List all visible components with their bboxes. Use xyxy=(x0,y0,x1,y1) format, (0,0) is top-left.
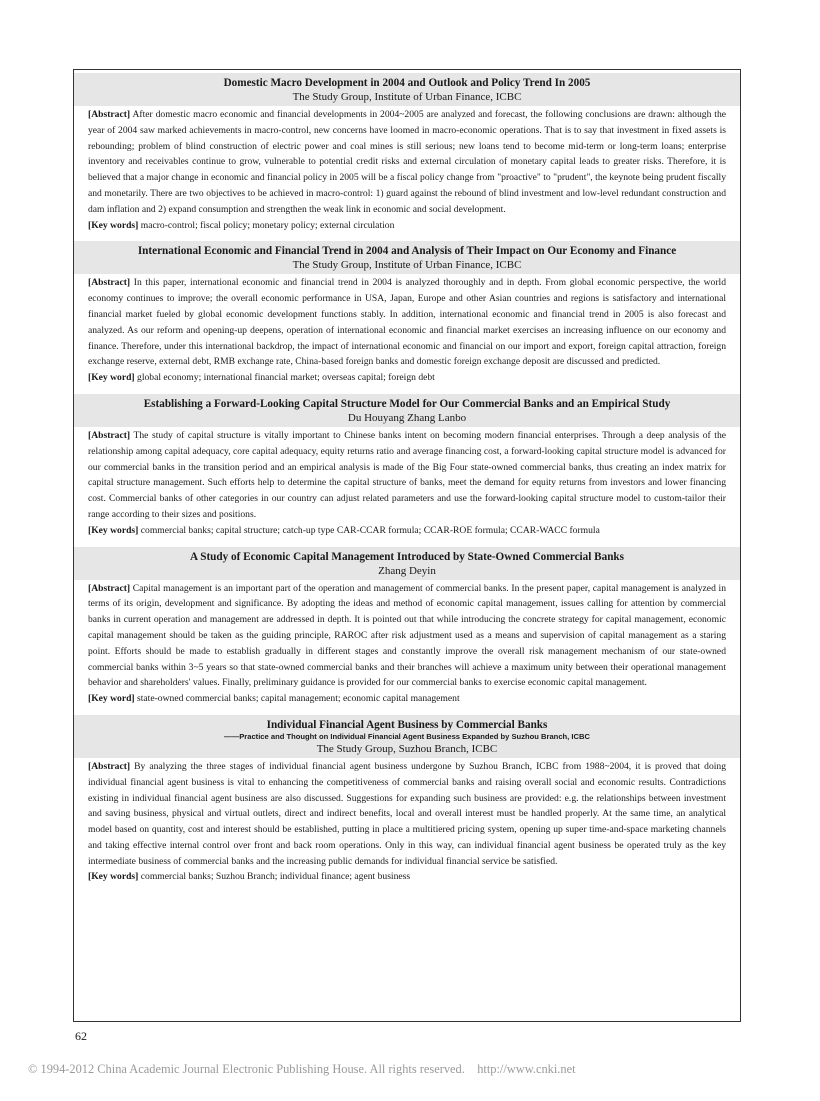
article-list xyxy=(74,73,740,885)
article-entry xyxy=(74,715,740,885)
keywords-text: commercial banks; Suzhou Branch; individual finance; agent business xyxy=(138,871,411,883)
abstract-text: After domestic macro economic and financial developments in 2004~2005 are analyzed and forecast, the following conclusions are drawn: although the year of 2004 saw marked achievements in macro-control, new concerns have loomed in macro-economic operations. That is to say that investment in fixed assets is rebounding; problem of blind construction of electric power and coal mines is still serious; new loans tend to become mid-term or long-term loans; enterprise inventory and receivables continue to grow, vulnerable to potential credit risks and external circulation of monetary capital leads to greater risks. Therefore, it is believed that a major change in economic and financial policy in 2005 will be a fiscal policy change from "proactive" to "prudent", the keynote being prudent fiscally and monetarily. There are two objectives to be achieved in macro-control: 1) guard against the rebound of blind investment and low-level redundant construction and dam inflation and 2) expand consumption and strengthen the weak link in economic and social development. xyxy=(88,109,726,215)
article-title: A Study of Economic Capital Management Introduced by State-Owned Commercial Banks xyxy=(189,550,625,563)
abstract-text: The study of capital structure is vitally important to Chinese banks intent on becoming modern financial enterprises. Through a deep analysis of the relationship among capital adequacy, core capital adequacy, equity returns ratio and average financing cost, a forward-looking capital structure model is advanced for our commercial banks in the transition period and an empirical analysis is made of the Big Four state-owned commercial banks, thus creating an index matrix for capital structure management. Such efforts help to determine the capital structure of banks, meet the demand for equity returns from investors and lower financing cost. Commercial banks of other categories in our country can adjust related parameters and use the forward-looking capital structure model to custom-tailor their range according to their sizes and positions. xyxy=(88,429,726,520)
keywords-label: [Key words] xyxy=(88,219,139,231)
abstract-paragraph xyxy=(88,428,726,523)
abstracts-frame xyxy=(73,69,741,1022)
article-authors: The Study Group, Institute of Urban Finance, ICBC xyxy=(292,259,522,272)
keywords-text: macro-control; fiscal policy; monetary policy; external circulation xyxy=(138,219,395,231)
article-authors: The Study Group, Suzhou Branch, ICBC xyxy=(316,742,498,755)
keywords-line xyxy=(88,869,726,885)
copyright-footer: © 1994-2012 China Academic Journal Electronic Publishing House. All rights reserved. http://www.cnki.net xyxy=(28,1062,576,1076)
keywords-text: commercial banks; capital structure; catch-up type CAR-CCAR formula; CCAR-ROE formula; CCAR-WACC formula xyxy=(138,524,600,536)
article-body xyxy=(74,758,740,885)
abstract-text: Capital management is an important part of the operation and management of commercial banks. In the present paper, capital management is analyzed in terms of its origin, development and significance. By adopting the ideas and method of economic capital management, issues calling for attention by commercial banks in current operation and management are addressed in depth. It is pointed out that while introducing the concrete strategy for capital management, economic capital management should be taken as the guiding principle, RAROC after risk adjustment used as a means and supervision of capital management as a staring point. Efforts should be made to establish gradually in different stages and constantly improve the overall risk management mechanism of our state-owned commercial banks within 3~5 years so that state-owned commercial banks and their branches will achieve a maximum unity between their operational management behavior and shareholders' values. Finally, preliminary guidance is provided for our commercial banks to exercise economic capital management. xyxy=(88,582,726,689)
article-entry xyxy=(74,73,740,233)
article-title: Domestic Macro Development in 2004 and Outlook and Policy Trend In 2005 xyxy=(223,77,591,89)
abstract-label: [Abstract] xyxy=(88,429,131,441)
article-subtitle: ——Practice and Thought on Individual Financial Agent Business Expanded by Suzhou Branch, ICBC xyxy=(224,731,590,741)
article-body xyxy=(74,580,740,707)
article-title-bar xyxy=(74,547,740,580)
abstract-paragraph xyxy=(88,581,726,692)
keywords-label: [Key word] xyxy=(88,372,135,384)
article-title-bar xyxy=(74,241,740,274)
abstract-text: In this paper, international economic and financial trend in 2004 is analyzed thoroughly and in depth. From global economic perspective, the world economy continues to improve; the overall economic performance in USA, Japan, Europe and other Asian countries and regions is satisfactory and international financial market fueled by global economic development functions stably. In addition, international economic and financial trend in 2005 is also forecast and analyzed. As our reform and opening-up deepens, operation of international economic and financial market exercises an increasing influence on our economy and finance. Therefore, under this international backdrop, the impact of international economic and financial on our import and export, foreign capital attraction, foreign exchange reserve, external debt, RMB exchange rate, China-based foreign banks and domestic foreign exchange deposit are discussed and predicted. xyxy=(88,277,726,368)
article-title-bar xyxy=(74,73,740,106)
article-authors: Zhang Deyin xyxy=(378,564,436,577)
article-body xyxy=(74,427,740,539)
article-authors: Du Houyang Zhang Lanbo xyxy=(347,411,467,424)
abstract-text: By analyzing the three stages of individual financial agent business undergone by Suzhou Branch, ICBC from 1988~2004, it is proved that doing individual financial agent business is vital to enhancing the competitiveness of commercial banks and raising overall social and economic results. Contradictions existing in individual financial agent business are also discussed. Suggestions for expanding such business are provided: e.g. the relationships between investment and saving business, physical and virtual outlets, direct and indirect benefits, local and overall interest must be handled properly. At the same time, an analytical model based on quantity, cost and interest should be established, putting in place a multitiered pricing system, opening up super time-and-space marketing channels and taking effective internal control over front and back room operations. Only in this way, can individual financial agent business be operated truly as the key intermediate business of commercial banks and the increasing public demands for individual financial service be satisfied. xyxy=(88,760,726,867)
keywords-line xyxy=(88,218,726,234)
article-title: Establishing a Forward-Looking Capital Structure Model for Our Commercial Banks and an Empirical Study xyxy=(143,397,671,410)
keywords-text: global economy; international financial market; overseas capital; foreign debt xyxy=(134,372,435,384)
keywords-label: [Key words] xyxy=(88,871,139,883)
article-title-bar xyxy=(74,394,740,427)
page-number: 62 xyxy=(75,1029,87,1043)
keywords-label: [Key words] xyxy=(88,524,139,536)
abstract-label: [Abstract] xyxy=(88,760,131,772)
article-title: International Economic and Financial Trend in 2004 and Analysis of Their Impact on Our Economy and Finance xyxy=(137,245,677,258)
abstract-label: [Abstract] xyxy=(88,109,131,120)
article-entry xyxy=(74,241,740,386)
abstract-paragraph xyxy=(88,759,726,870)
keywords-text: state-owned commercial banks; capital management; economic capital management xyxy=(134,693,460,705)
keywords-label: [Key word] xyxy=(88,693,135,705)
article-entry xyxy=(74,394,740,539)
keywords-line xyxy=(88,691,726,707)
article-title-bar xyxy=(74,715,740,758)
article-entry xyxy=(74,547,740,707)
keywords-line xyxy=(88,523,726,539)
abstract-paragraph xyxy=(88,275,726,370)
article-body xyxy=(74,106,740,233)
keywords-line xyxy=(88,370,726,386)
article-authors: The Study Group, Institute of Urban Finance, ICBC xyxy=(292,91,522,103)
article-body xyxy=(74,274,740,386)
article-title: Individual Financial Agent Business by Commercial Banks xyxy=(266,718,548,731)
abstract-label: [Abstract] xyxy=(88,582,131,594)
abstract-paragraph xyxy=(88,107,726,218)
abstract-label: [Abstract] xyxy=(88,277,131,289)
